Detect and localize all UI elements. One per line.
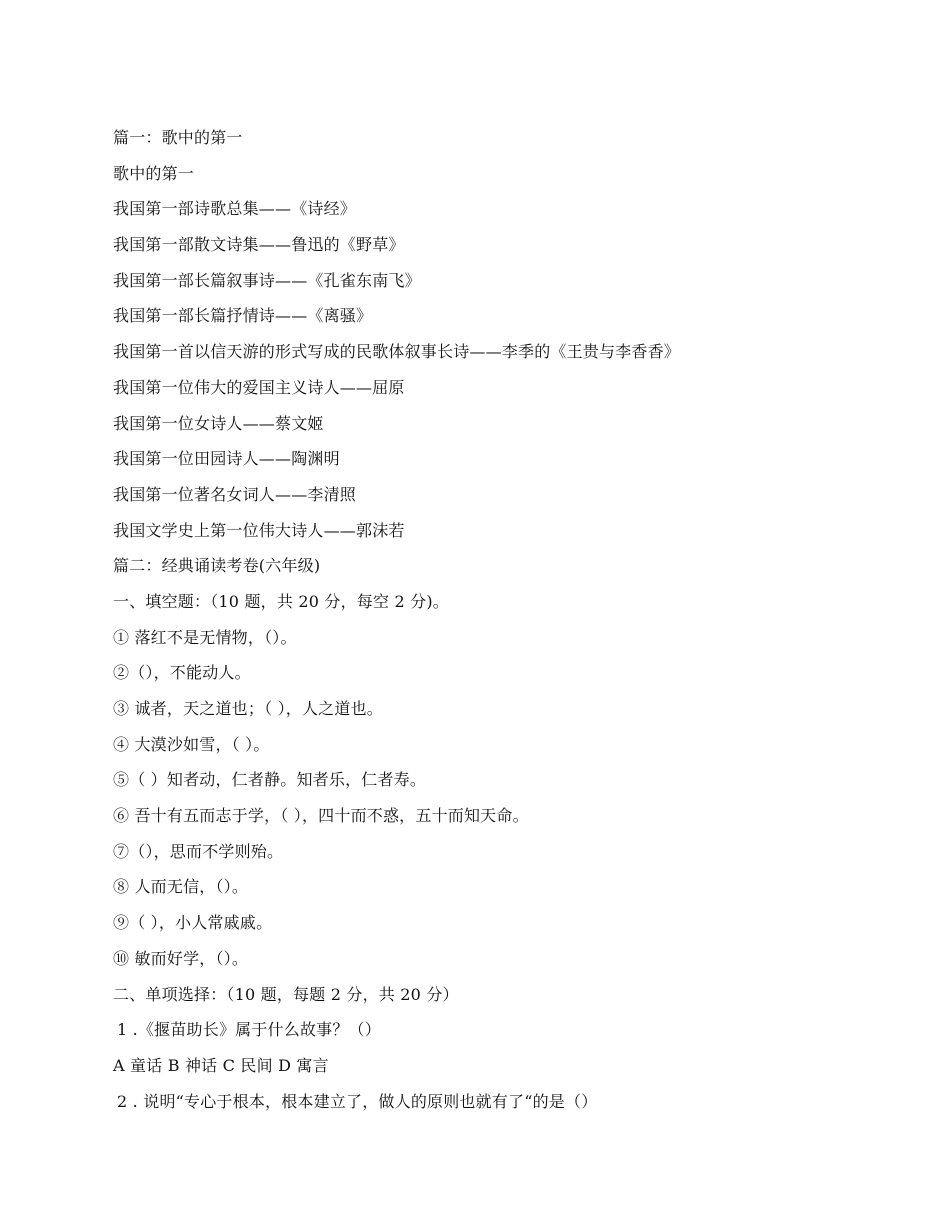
question-1-options: A 童话 B 神话 C 民间 D 寓言 xyxy=(113,1055,329,1075)
fact-line: 我国第一位伟大的爱国主义诗人——屈原 xyxy=(113,377,405,397)
fact-line: 我国第一部长篇叙事诗——《孔雀东南飞》 xyxy=(113,270,421,290)
fill-blank-item: ⑩ 敏而好学，（）。 xyxy=(113,948,249,968)
fact-line: 我国第一首以信天游的形式写成的民歌体叙事长诗——李季的《王贵与李香香》 xyxy=(113,342,681,362)
fill-blank-item: ④ 大漠沙如雪，（ ）。 xyxy=(113,734,270,754)
poem-list-heading: 歌中的第一 xyxy=(113,163,195,183)
section-two-title: 篇二：经典诵读考卷(六年级) xyxy=(113,556,321,576)
fill-blank-item: ① 落红不是无情物，（）。 xyxy=(113,627,297,647)
fill-blank-item: ⑤（ ）知者动，仁者静。知者乐，仁者寿。 xyxy=(113,770,427,790)
fill-blank-item: ⑨（ ），小人常戚戚。 xyxy=(113,913,273,933)
question-2: 2 . 说明“专心于根本，根本建立了，做人的原则也就有了“的是（） xyxy=(117,1091,598,1111)
fill-blank-item: ⑥ 吾十有五而志于学，（ ），四十而不惑，五十而知天命。 xyxy=(113,806,529,826)
fact-line: 我国第一部散文诗集——鲁迅的《野草》 xyxy=(113,235,405,255)
fill-blank-heading: 一、填空题：（10 题，共 20 分，每空 2 分)。 xyxy=(113,591,449,611)
fact-line: 我国第一位女诗人——蔡文姬 xyxy=(113,413,324,433)
fill-blank-item: ⑧ 人而无信，（）。 xyxy=(113,877,249,897)
question-1: 1 .《揠苗助长》属于什么故事？（） xyxy=(117,1020,381,1040)
fact-line: 我国第一部长篇抒情诗——《离骚》 xyxy=(113,306,373,326)
fact-line: 我国文学史上第一位伟大诗人——郭沫若 xyxy=(113,520,405,540)
fill-blank-item: ⑦（），思而不学则殆。 xyxy=(113,841,284,861)
fill-blank-item: ③ 诚者，天之道也；（ ），人之道也。 xyxy=(113,699,383,718)
document-body xyxy=(113,120,873,1119)
section-one-title: 篇一：歌中的第一 xyxy=(113,128,243,147)
fact-line: 我国第一部诗歌总集——《诗经》 xyxy=(113,199,357,219)
multiple-choice-heading: 二、单项选择：（10 题，每题 2 分，共 20 分） xyxy=(113,984,459,1004)
fill-blank-item: ②（），不能动人。 xyxy=(113,663,251,683)
fact-line: 我国第一位著名女词人——李清照 xyxy=(113,484,357,504)
fact-line: 我国第一位田园诗人——陶渊明 xyxy=(113,449,340,469)
